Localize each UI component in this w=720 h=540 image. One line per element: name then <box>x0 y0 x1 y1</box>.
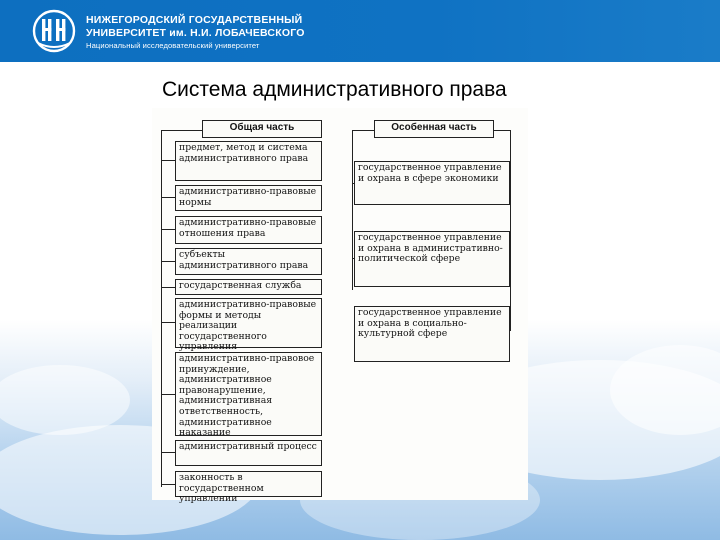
connector-line <box>161 261 175 262</box>
general-item: административно-правовые формы и методы реализации государственного управления <box>175 298 322 348</box>
diagram <box>152 108 528 505</box>
special-part-header: Особенная часть <box>374 120 494 138</box>
special-item: государственное управление и охрана в административно-политической сфере <box>354 231 510 287</box>
connector-line <box>161 484 175 485</box>
general-item: субъекты административного права <box>175 248 322 275</box>
connector-line <box>161 130 202 131</box>
connector-line <box>161 322 175 323</box>
connector-line <box>352 130 375 131</box>
slide-title: Система административного права <box>162 78 507 101</box>
header-bar <box>0 0 720 62</box>
general-item: административно-правовое принуждение, административное правонарушение, административная ответственность, административное наказание <box>175 352 322 436</box>
general-item: административный процесс <box>175 440 322 466</box>
connector-line <box>161 452 175 453</box>
general-item: государственная служба <box>175 279 322 295</box>
university-name-line2: УНИВЕРСИТЕТ им. Н.И. ЛОБАЧЕВСКОГО <box>86 27 305 39</box>
university-name-line1: НИЖЕГОРОДСКИЙ ГОСУДАРСТВЕННЫЙ <box>86 14 303 26</box>
special-item: государственное управление и охрана в социально-культурной сфере <box>354 306 510 362</box>
special-item: государственное управление и охрана в сфере экономики <box>354 161 510 205</box>
general-item: административно-правовые отношения права <box>175 216 322 244</box>
connector-line <box>161 160 175 161</box>
general-item: законность в государственном управлении <box>175 471 322 497</box>
connector-line <box>161 130 162 487</box>
nnsu-logo-icon <box>30 9 78 53</box>
general-item: предмет, метод и система административного права <box>175 141 322 181</box>
connector-line <box>161 197 175 198</box>
connector-line <box>161 287 175 288</box>
university-subtitle: Национальный исследовательский университет <box>86 41 260 50</box>
general-part-header: Общая часть <box>202 120 322 138</box>
connector-line <box>493 130 510 131</box>
connector-line <box>161 394 175 395</box>
connector-line <box>161 229 175 230</box>
general-item: административно-правовые нормы <box>175 185 322 211</box>
connector-line <box>510 130 511 331</box>
